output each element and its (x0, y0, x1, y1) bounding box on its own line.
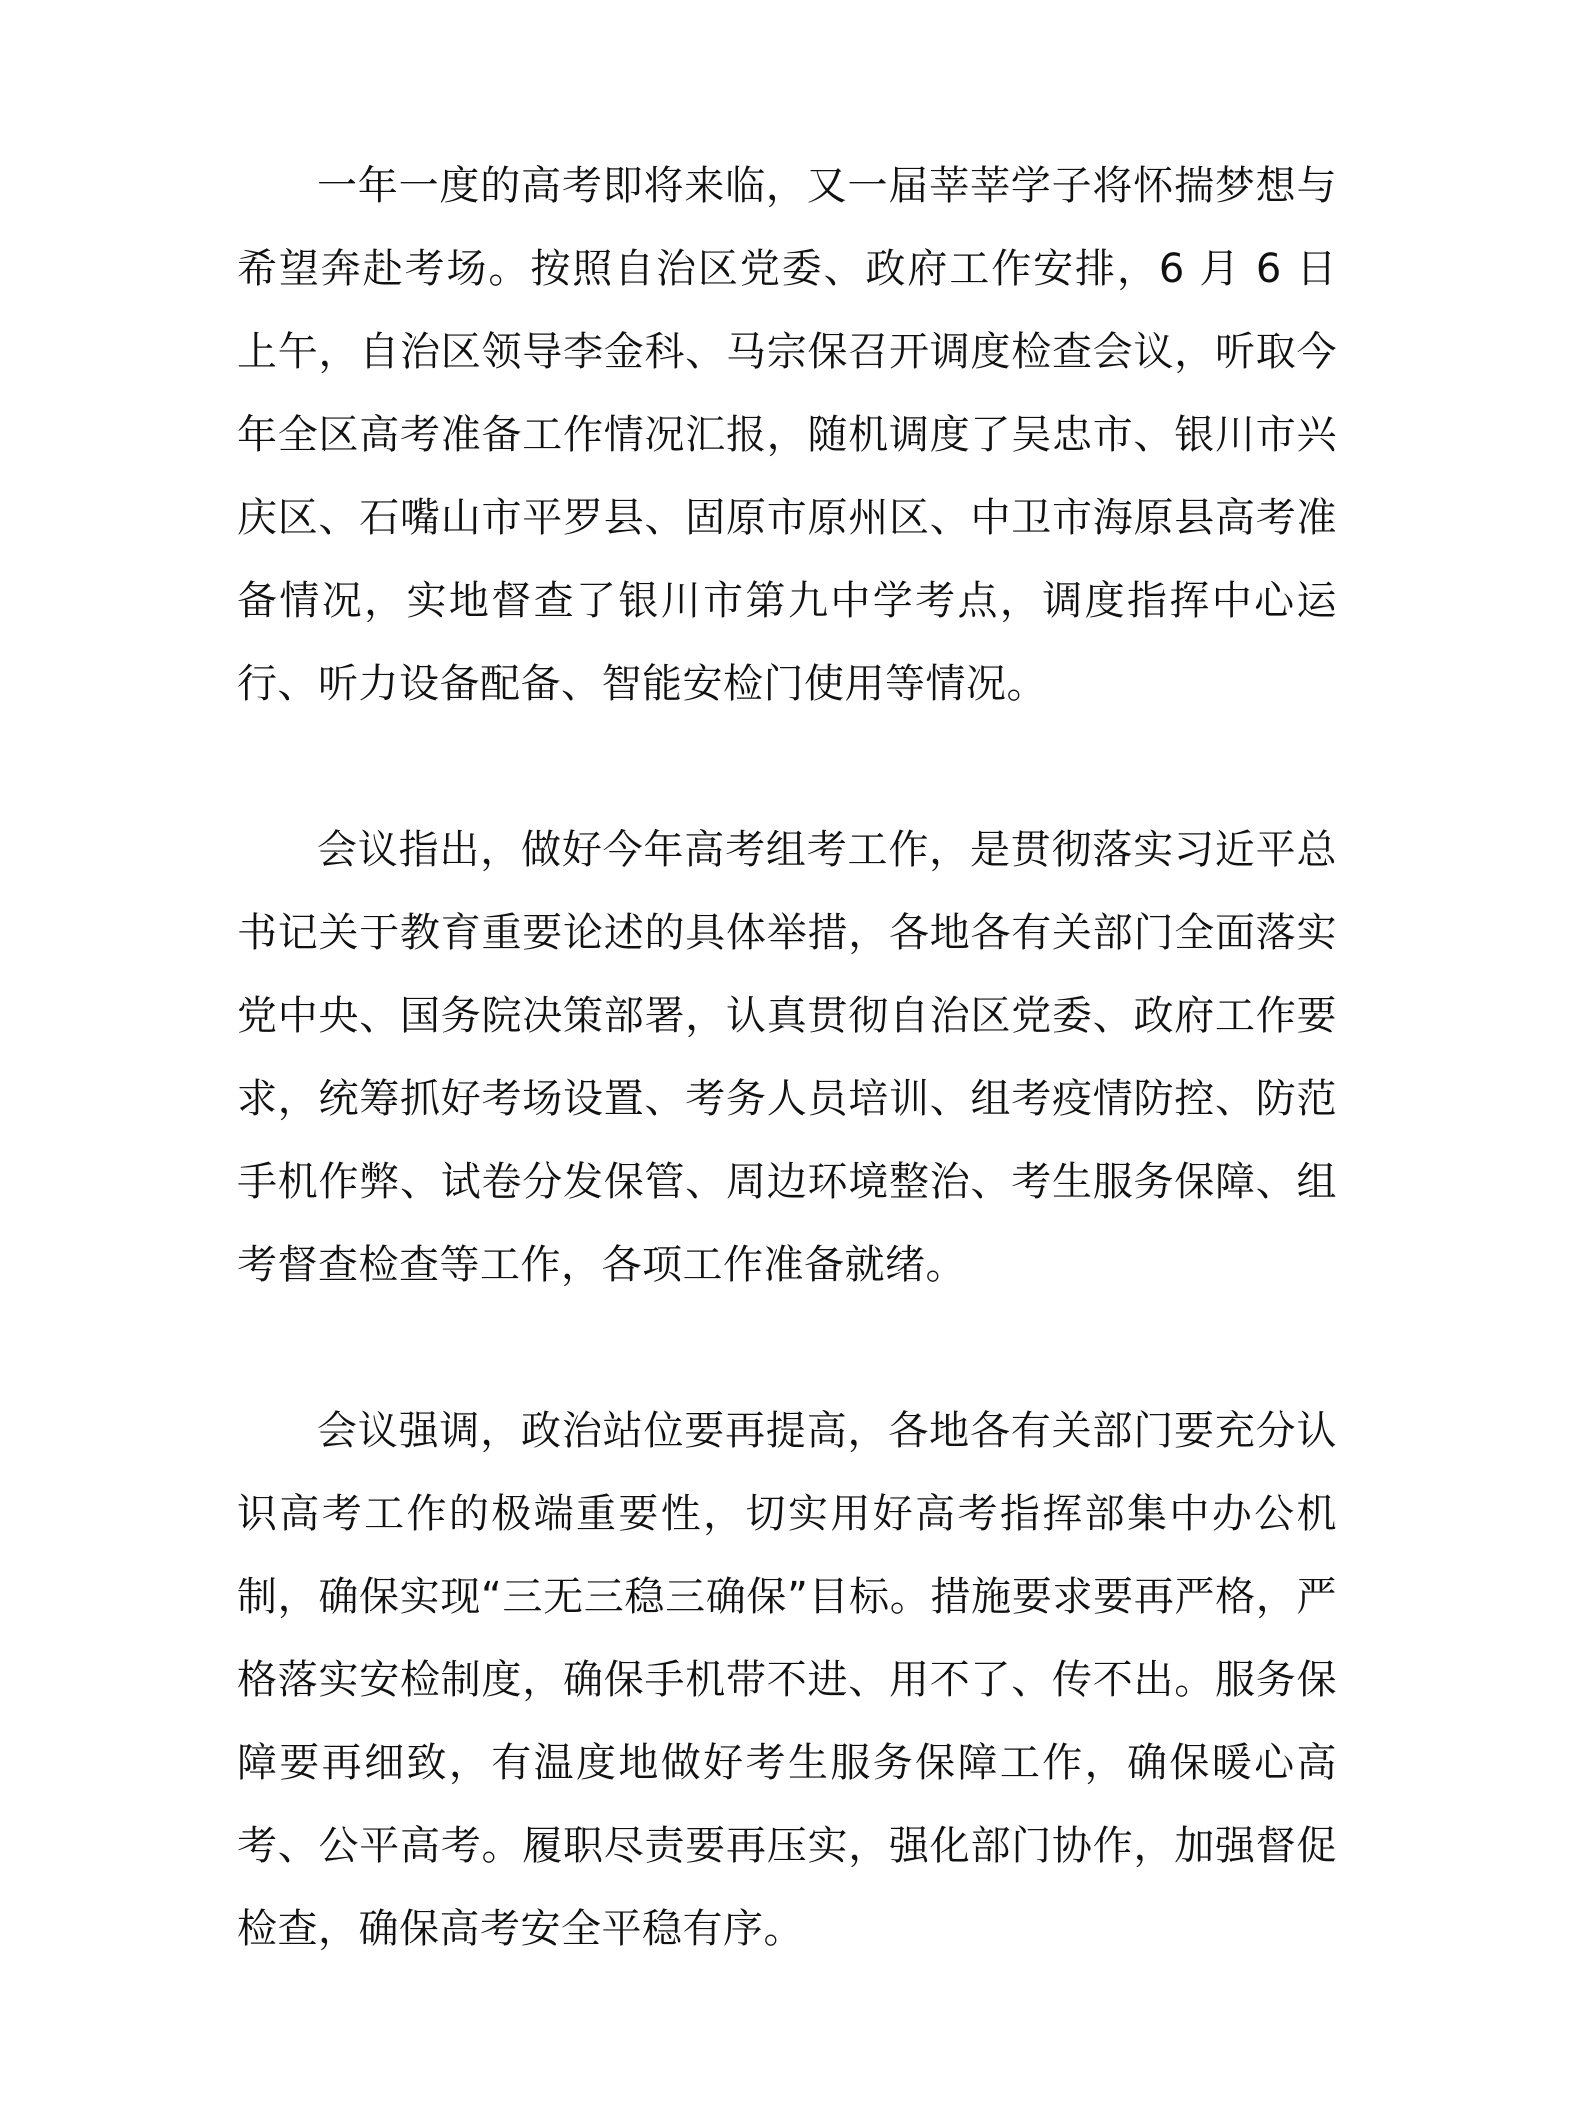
paragraph-meeting-points: 会议指出，做好今年高考组考工作，是贯彻落实习近平总书记关于教育重要论述的具体举措，各地各有关部门全面落实党中央、国务院决策部署，认真贯彻自治区党委、政府工作要求，统筹抓好考场设置、考务人员培训、组考疫情防控、防范手机作弊、试卷分发保管、周边环境整治、考生服务保障、组考督查检查等工作，各项工作准备就绪。 (237, 827, 1337, 1288)
document-body (237, 145, 1337, 1971)
paragraph-meeting-emphasis: 会议强调，政治站位要再提高，各地各有关部门要充分认识高考工作的极端重要性，切实用好高考指挥部集中办公机制，确保实现“三无三稳三确保”目标。措施要求要再严格，严格落实安检制度，确保手机带不进、用不了、传不出。服务保障要再细致，有温度地做好考生服务保障工作，确保暖心高考、公平高考。履职尽责要再压实，强化部门协作，加强督促检查，确保高考安全平稳有序。 (237, 1408, 1337, 1952)
paragraph-intro: 一年一度的高考即将来临，又一届莘莘学子将怀揣梦想与希望奔赴考场。按照自治区党委、政府工作安排，6 月 6 日上午，自治区领导李金科、马宗保召开调度检查会议，听取今年全区高考准备工作情况汇报，随机调度了吴忠市、银川市兴庆区、石嘴山市平罗县、固原市原州区、中卫市海原县高考准备情况，实地督查了银川市第九中学考点，调度指挥中心运行、听力设备配备、智能安检门使用等情况。 (237, 163, 1337, 707)
